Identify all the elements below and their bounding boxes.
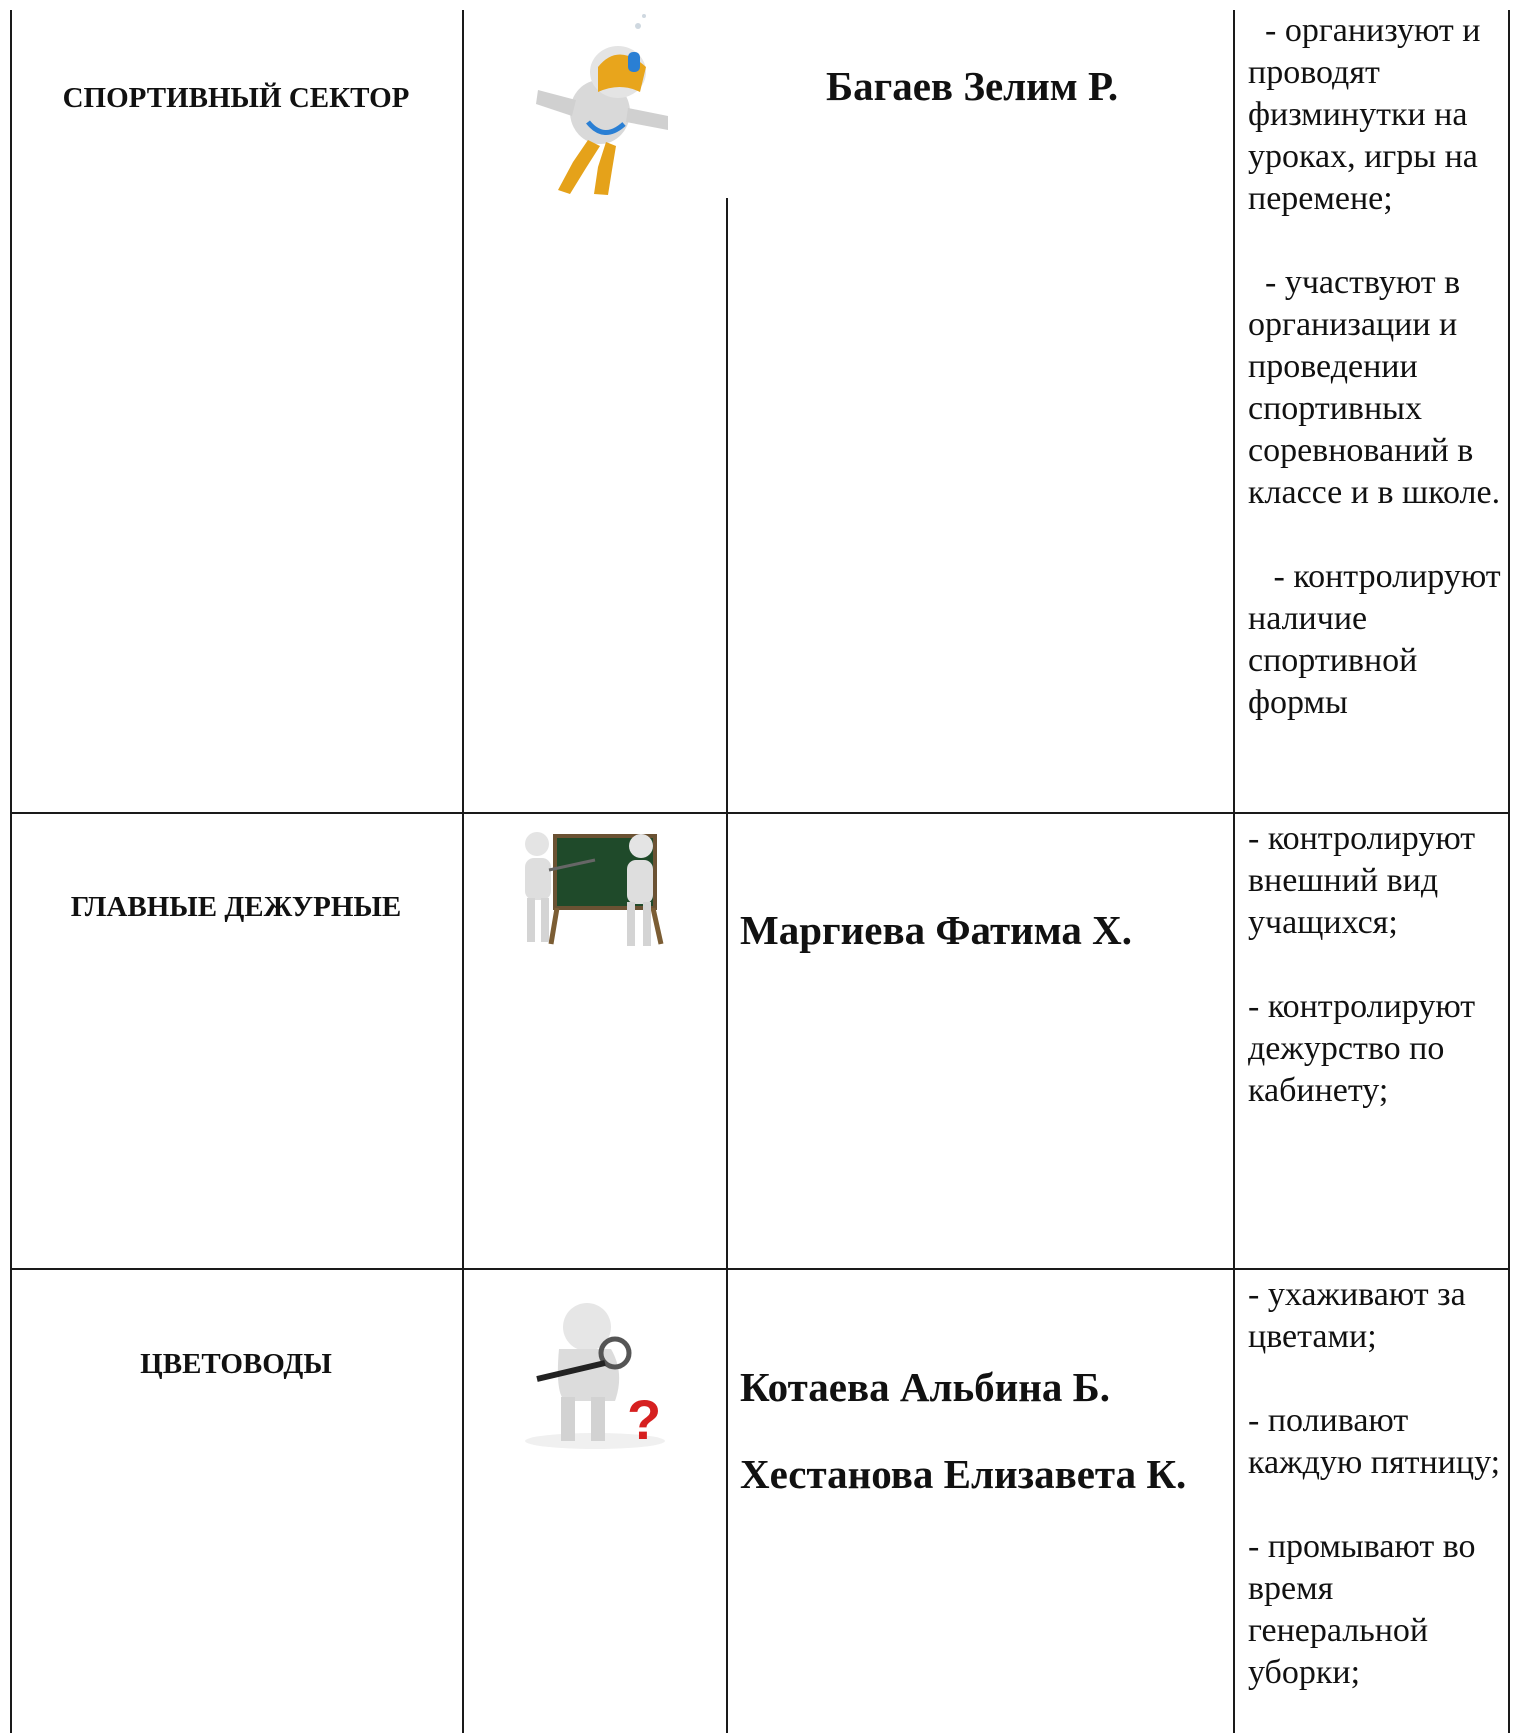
row-divider-1	[10, 812, 1510, 814]
duty-item: - промывают во время генеральной уборки;	[1248, 1528, 1485, 1691]
table-border-left	[10, 10, 12, 1733]
sector-label: ГЛАВНЫЕ ДЕЖУРНЫЕ	[70, 891, 402, 923]
table-border-col1	[462, 10, 464, 1733]
duty-item: - контролируют наличие спортивной формы	[1248, 558, 1510, 721]
duty-item: - организуют и проводят физминутки на уроках, игры на перемене;	[1248, 12, 1489, 217]
member-name: Хестанова Елизавета К.	[740, 1451, 1187, 1497]
duty-item: - поливают каждую пятницу;	[1248, 1402, 1501, 1481]
table-border-col3	[1233, 10, 1235, 1733]
duty-item: - контролируют внешний вид учащихся;	[1248, 820, 1484, 941]
member-name: Котаева Альбина Б.	[740, 1364, 1111, 1410]
duties-list	[1248, 1274, 1510, 1694]
row-divider-2	[10, 1268, 1510, 1270]
duty-item: - участвуют в организации и проведении спортивных соревнований в классе и в школе.	[1248, 264, 1501, 511]
duty-item: - ухаживают за цветами;	[1248, 1276, 1475, 1355]
sector-label: ЦВЕТОВОДЫ	[140, 1348, 332, 1380]
duties-list	[1248, 818, 1510, 1112]
diver-figure-icon	[528, 12, 688, 197]
table-border-col2	[726, 813, 728, 1733]
svg-text:?: ?	[627, 1388, 662, 1451]
member-name: Маргиева Фатима Х.	[740, 907, 1133, 953]
teacher-blackboard-icon	[515, 826, 675, 956]
magnifier-question-icon	[515, 1293, 675, 1453]
duties-list	[1248, 10, 1510, 724]
member-name: Багаев Зелим Р.	[826, 63, 1119, 109]
sector-label: СПОРТИВНЫЙ СЕКТОР	[62, 82, 410, 114]
duty-item: - контролируют дежурство по кабинету;	[1248, 988, 1484, 1109]
table-border-col2-upper	[726, 198, 728, 813]
